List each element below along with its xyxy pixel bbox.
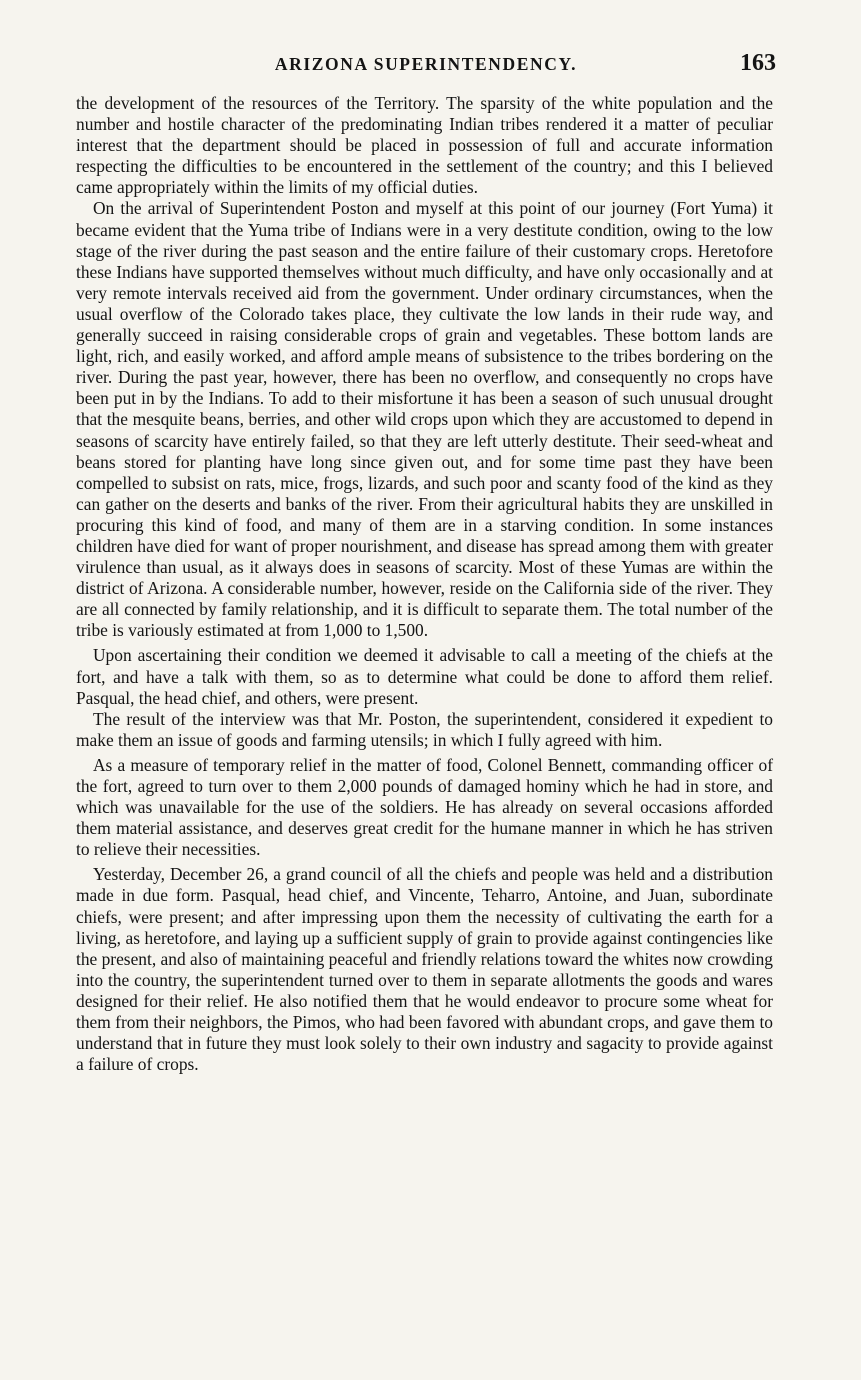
paragraph-arrival-fort-yuma: On the arrival of Superintendent Poston and myself at this point of our journey (Fort Yuma) it became evident that the Yuma tribe of Indians were in a very destitute condition, owing to the low stage of the river during the past season and the entire failure of their customary crops. Heretofore these Indians have supported themselves without much difficulty, and have only occasionally and at very remote intervals received aid from the government. Under ordinary circumstances, when the usual overflow of the Colorado takes place, they cultivate the low lands in their rude way, and generally succeed in raising considerable crops of grain and vegetables. These bottom lands are light, rich, and easily worked, and afford ample means of subsistence to the tribes bordering on the river. During the past year, however, there has been no overflow, and consequently no crops have been put in by the Indians. To add to their misfortune it has been a season of such unusual drought that the mesquite beans, berries, and other wild crops upon which they are accustomed to depend in seasons of scarcity have entirely failed, so that they are left utterly destitute. Their seed-wheat and beans stored for planting have long since given out, and for some time past they have been compelled to subsist on rats, mice, frogs, lizards, and such poor and scanty food of the kind as they can gather on the deserts and banks of the river. From their agricultural habits they are unskilled in procuring this kind of food, and many of them are in a starving condition. In some instances children have died for want of proper nourishment, and disease has spread among them with greater virulence than usual, as it always does in seasons of scarcity. Most of these Yumas are within the district of Arizona. A considerable number, however, reside on the California side of the river. They are all connected by family relationship, and it is difficult to separate them. The total number of the tribe is variously estimated at from 1,000 to 1,500. [76, 198, 773, 641]
running-title: ARIZONA SUPERINTENDENCY. [274, 54, 578, 74]
paragraph-continuation: the development of the resources of the Territory. The sparsity of the white population and the number and hostile character of the predominating Indian tribes rendered it a matter of peculiar interest that the department should be placed in possession of full and accurate information respecting the difficulties to be encountered in the settlement of the country; and this I believed came appropriately within the limits of my official duties. [76, 93, 773, 198]
paragraph-interview-result: The result of the interview was that Mr. Poston, the superintendent, considered it expedient to make them an issue of goods and farming utensils; in which I fully agreed with him. [76, 708, 773, 750]
page-number: 163 [740, 50, 776, 76]
paragraph-temporary-relief: As a measure of temporary relief in the matter of food, Colonel Bennett, commanding officer of the fort, agreed to turn over to them 2,000 pounds of damaged hominy which he had in store, and which was unavailable for the use of the soldiers. He has already on several occasions afforded them material assistance, and deserves great credit for the humane manner in which he has striven to relieve their necessities. [76, 754, 773, 860]
paragraph-meeting-of-chiefs: Upon ascertaining their condition we deemed it advisable to call a meeting of the chiefs at the fort, and have a talk with them, so as to determine what could be done to afford them relief. Pasqual, the head chief, and others, were present. [76, 645, 773, 708]
body-text [76, 93, 773, 1075]
paragraph-grand-council: Yesterday, December 26, a grand council of all the chiefs and people was held and a distribution made in due form. Pasqual, head chief, and Vincente, Teharro, Antoine, and Juan, subordinate chiefs, were present; and after impressing upon them the necessity of cultivating the earth for a living, as heretofore, and laying up a sufficient supply of grain to provide against contingencies like the present, and also of maintaining peaceful and friendly relations toward the whites now crowding into the country, the superintendent turned over to them in separate allotments the goods and wares designed for their relief. He also notified them that he would endeavor to procure some wheat for them from their neighbors, the Pimos, who had been favored with abundant crops, and gave them to understand that in future they must look solely to their own industry and sagacity to provide against a failure of crops. [76, 864, 773, 1075]
running-head [76, 52, 776, 82]
